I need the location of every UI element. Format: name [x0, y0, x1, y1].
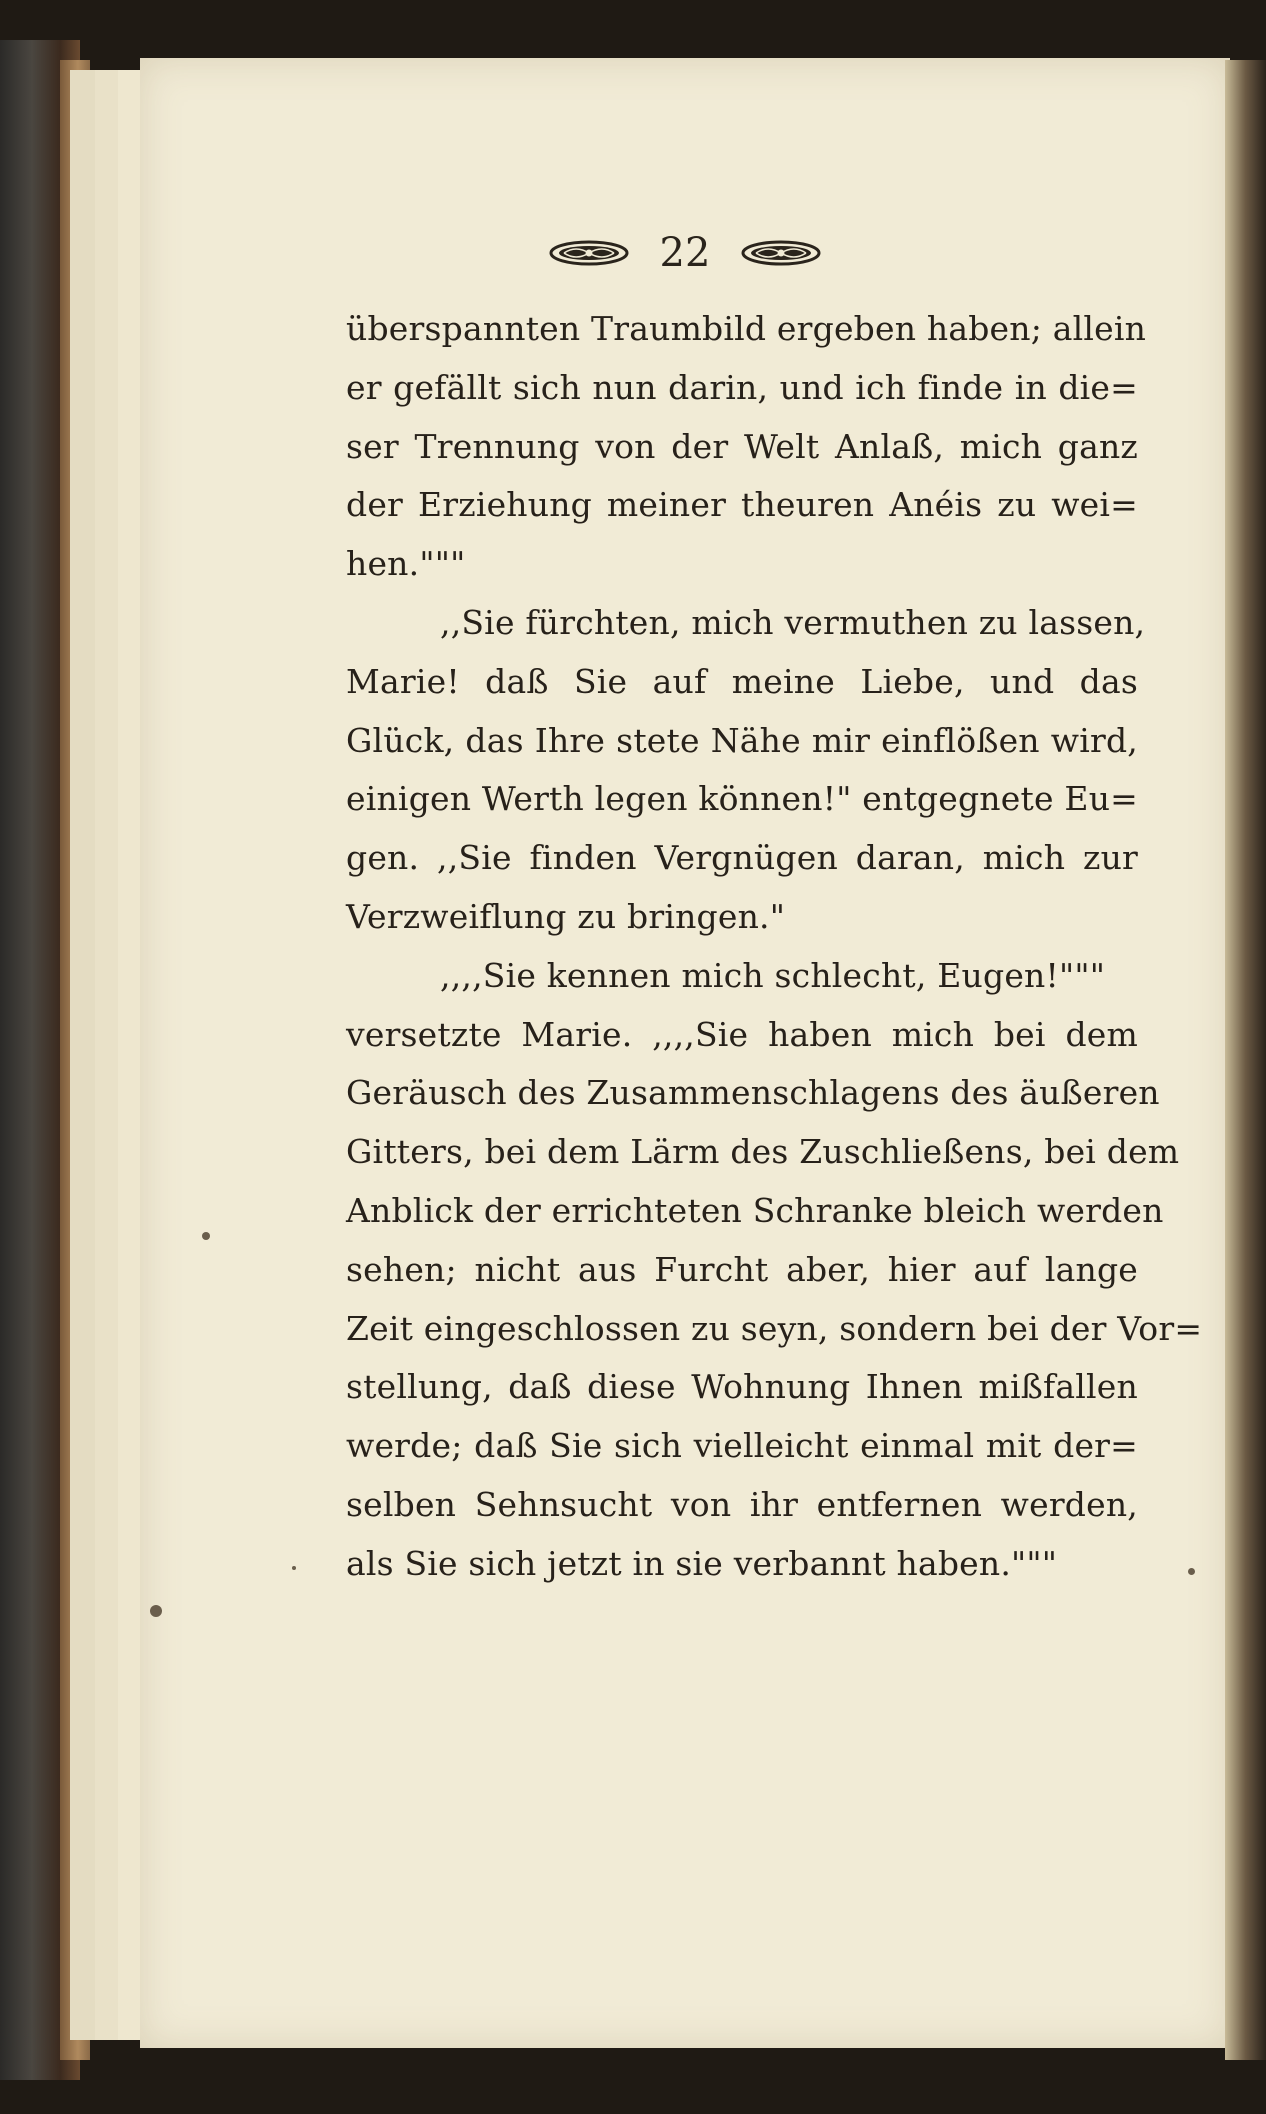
facing-page-edge: [1225, 60, 1266, 2060]
paper-speck: [150, 1605, 162, 1617]
page-number: 22: [659, 230, 711, 276]
text-line: überspannten Traumbild ergeben haben; allein: [346, 309, 1147, 348]
text-line: der Erziehung meiner theuren Anéis zu wei=: [346, 485, 1138, 525]
text-line: stellung, daß diese Wohnung Ihnen mißfallen: [346, 1367, 1138, 1407]
text-line: ,,,,Sie kennen mich schlecht, Eugen!""": [440, 955, 1106, 995]
paper-speck: [292, 1566, 296, 1570]
text-line: gen. ,,Sie finden Vergnügen daran, mich zur: [346, 838, 1138, 878]
text-line: Marie! daß Sie auf meine Liebe, und das: [346, 661, 1138, 701]
text-line: Glück, das Ihre stete Nähe mir einflößen wird,: [346, 720, 1138, 760]
rosette-ornament-icon: [740, 239, 822, 267]
text-line: ser Trennung von der Welt Anlaß, mich ganz: [346, 426, 1138, 466]
text-line: Verzweiflung zu bringen.": [346, 896, 786, 936]
body-text: [346, 300, 1203, 1594]
text-line: selben Sehnsucht von ihr entfernen werden,: [346, 1484, 1138, 1524]
paper-speck: [1188, 1568, 1195, 1575]
text-line: werde; daß Sie sich vielleicht einmal mit der=: [346, 1426, 1138, 1466]
page-header: [140, 218, 1230, 288]
text-line: er gefällt sich nun darin, und ich finde in die=: [346, 367, 1138, 407]
text-line: versetzte Marie. ,,,,Sie haben mich bei dem: [346, 1014, 1138, 1054]
text-line: Anblick der errichteten Schranke bleich werden: [346, 1190, 1164, 1230]
text-line: als Sie sich jetzt in sie verbannt haben.""": [346, 1543, 1058, 1583]
text-line: sehen; nicht aus Furcht aber, hier auf lange: [346, 1249, 1138, 1289]
text-line: Zeit eingeschlossen zu seyn, sondern bei der Vor=: [346, 1308, 1203, 1348]
text-line: Geräusch des Zusammenschlagens des äußeren: [346, 1073, 1160, 1113]
text-line: Gitters, bei dem Lärm des Zuschließens, bei dem: [346, 1132, 1180, 1172]
text-line: ,,Sie fürchten, mich vermuthen zu lassen,: [440, 602, 1146, 642]
text-line: hen.""": [346, 544, 466, 584]
rosette-ornament-icon: [548, 239, 630, 267]
text-line: einigen Werth legen können!" entgegnete Eu=: [346, 779, 1138, 819]
paper-speck: [202, 1232, 210, 1240]
